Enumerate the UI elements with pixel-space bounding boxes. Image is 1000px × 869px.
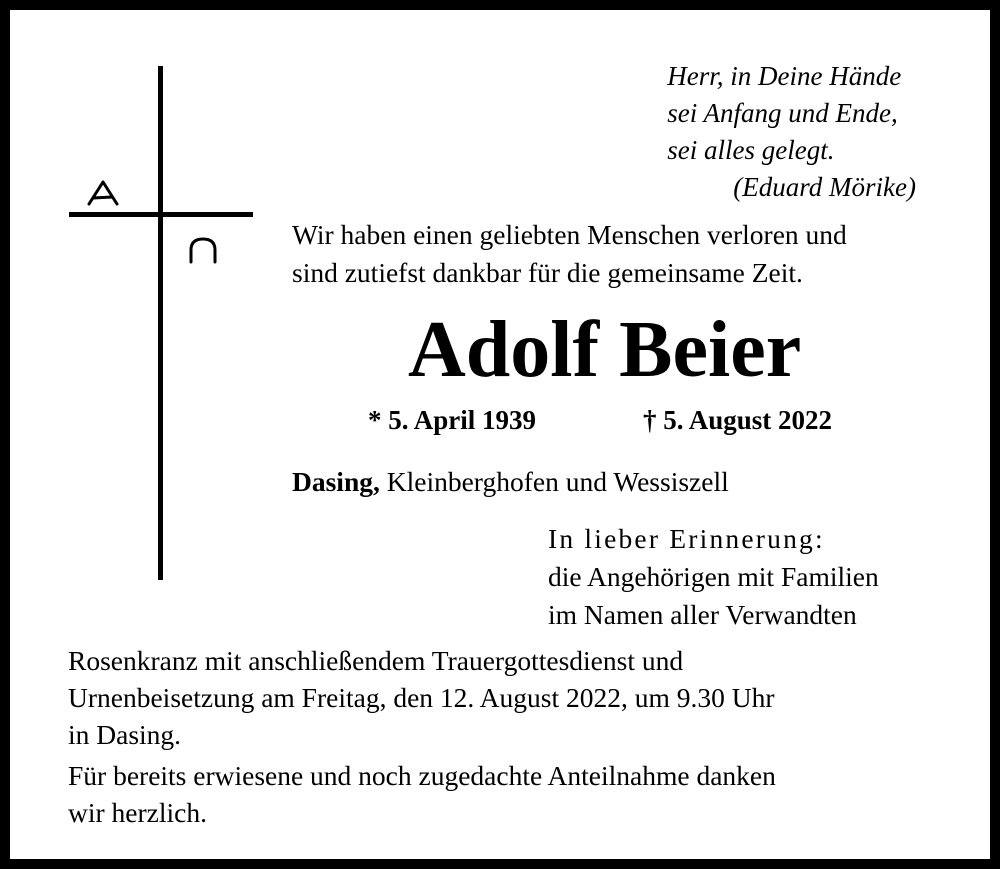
place-main: Dasing, (292, 466, 380, 497)
remembrance-block (548, 520, 879, 634)
intro-line: sind zutiefst dankbar für die gemeinsame Zeit. (292, 257, 803, 288)
alpha-icon (86, 178, 120, 208)
quote-author: (Eduard Mörike) (733, 172, 916, 202)
intro-text (292, 216, 847, 292)
place-rest: Kleinberghofen und Wessiszell (379, 466, 729, 497)
cross-horizontal-bar (69, 212, 253, 217)
remembrance-heading: In lieber Erinnerung: (548, 523, 825, 554)
thanks-line: wir herzlich. (68, 797, 207, 828)
birth-date: * 5. April 1939 (368, 405, 537, 435)
cross-vertical-bar (158, 66, 163, 580)
service-info (68, 642, 775, 753)
death-date: † 5. August 2022 (643, 405, 833, 435)
remembrance-line: im Namen aller Verwandten (548, 599, 857, 630)
service-line: Rosenkranz mit anschließendem Trauergottesdienst und (68, 645, 684, 676)
service-line: in Dasing. (68, 719, 182, 750)
quote-block (667, 58, 916, 206)
quote-line: Herr, in Deine Hände (667, 61, 902, 91)
deceased-name: Adolf Beier (408, 306, 802, 394)
place-line (292, 464, 729, 500)
quote-line: sei alles gelegt. (667, 135, 835, 165)
thanks-line: Für bereits erwiesene und noch zugedachte Anteilnahme danken (68, 760, 776, 791)
quote-line: sei Anfang und Ende, (667, 98, 898, 128)
omega-icon (186, 236, 220, 266)
intro-line: Wir haben einen geliebten Menschen verloren und (292, 219, 847, 250)
remembrance-line: die Angehörigen mit Familien (548, 561, 879, 592)
thanks-note (68, 757, 776, 831)
service-line: Urnenbeisetzung am Freitag, den 12. August 2022, um 9.30 Uhr (68, 682, 775, 713)
